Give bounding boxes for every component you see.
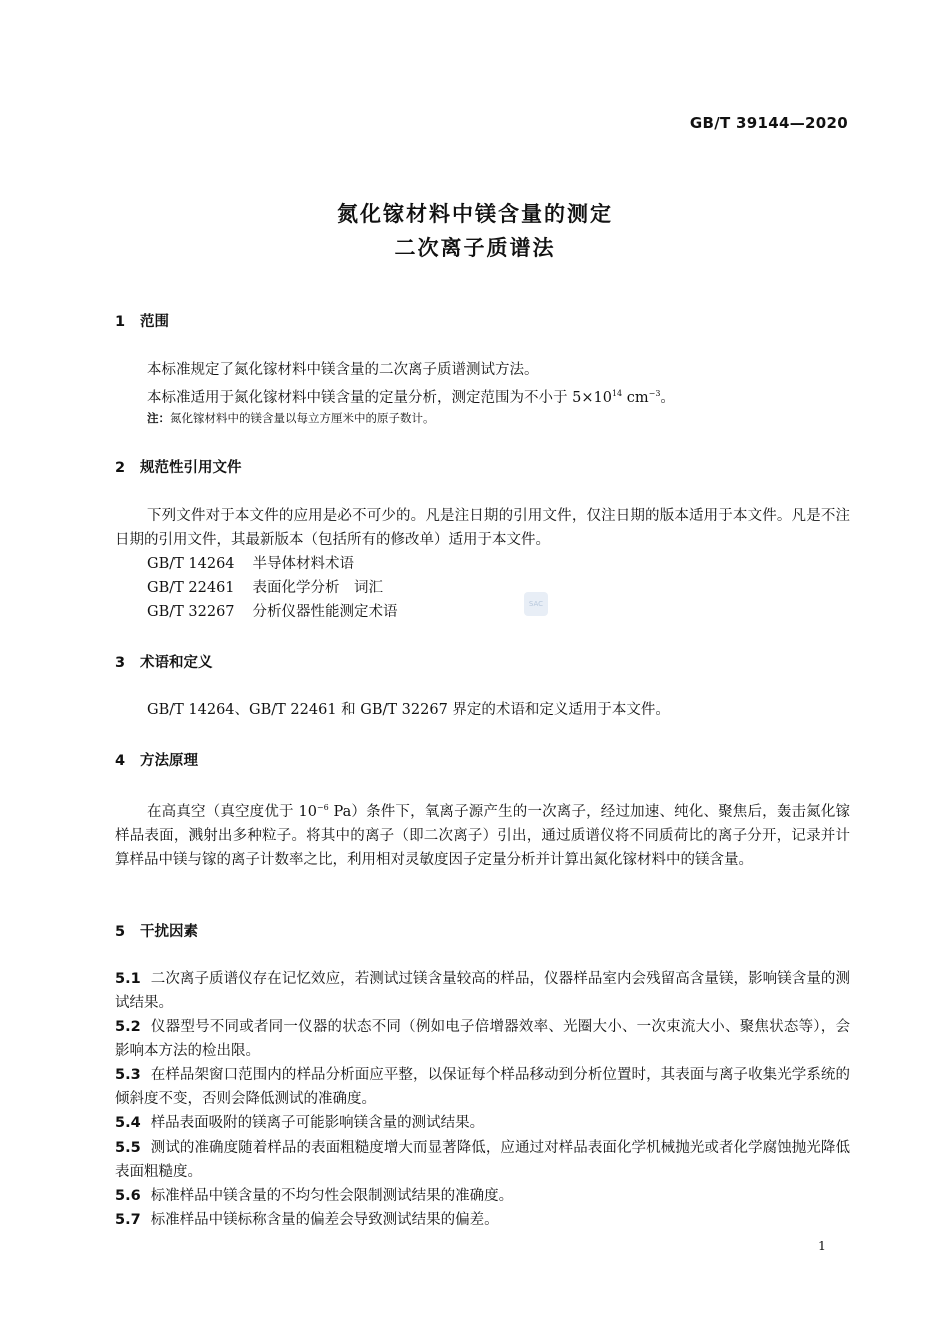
section-title: 范围 bbox=[140, 314, 169, 330]
clause-number: 5.6 bbox=[115, 1188, 141, 1204]
section-4-heading bbox=[115, 749, 198, 770]
scope-note bbox=[147, 410, 435, 426]
clause-text: 在样品架窗口范围内的样品分析面应平整，以保证每个样品移动到分析位置时，其表面与离子收集光学系统的倾斜度不变，否则会降低测试的准确度。 bbox=[115, 1067, 850, 1107]
exponent: 14 bbox=[611, 389, 623, 398]
clause-text: 标准样品中镁含量的不均匀性会限制测试结果的准确度。 bbox=[150, 1188, 514, 1204]
scope-paragraph-2 bbox=[147, 382, 675, 410]
unit-exponent: −3 bbox=[648, 389, 661, 398]
unit: cm bbox=[622, 390, 649, 406]
section-number: 5 bbox=[115, 924, 126, 940]
section-5-heading bbox=[115, 920, 198, 941]
note-text: 氮化镓材料中的镁含量以每立方厘米中的原子数计。 bbox=[170, 411, 435, 425]
watermark-logo-icon: SAC bbox=[524, 592, 548, 616]
reference-name: 分析仪器性能测定术语 bbox=[252, 604, 398, 620]
reference-name: 表面化学分析 词汇 bbox=[252, 580, 384, 596]
reference-code: GB/T 14264 bbox=[147, 556, 235, 572]
scope-text: 本标准适用于氮化镓材料中镁含量的定量分析，测定范围为不小于 5×10 bbox=[147, 390, 612, 406]
reference-item bbox=[147, 600, 398, 624]
document-subtitle: 二次离子质谱法 bbox=[394, 236, 556, 260]
clause-text: 二次离子质谱仪存在记忆效应，若测试过镁含量较高的样品，仪器样品室内会残留高含量镁，影响镁含量的测试结果。 bbox=[115, 971, 850, 1011]
section-1-heading bbox=[115, 310, 169, 331]
reference-code: GB/T 22461 bbox=[147, 580, 235, 596]
clause-number: 5.4 bbox=[115, 1115, 141, 1131]
clause-number: 5.3 bbox=[115, 1067, 141, 1083]
section-number: 4 bbox=[115, 753, 126, 769]
section-number: 2 bbox=[115, 460, 126, 476]
section-title: 干扰因素 bbox=[140, 924, 198, 940]
clause-item bbox=[115, 1208, 850, 1232]
standard-code: GB/T 39144—2020 bbox=[689, 114, 848, 132]
terms-paragraph: GB/T 14264、GB/T 22461 和 GB/T 32267 界定的术语和定义适用于本文件。 bbox=[147, 702, 670, 718]
scope-paragraph-1: 本标准规定了氮化镓材料中镁含量的二次离子质谱测试方法。 bbox=[147, 362, 539, 378]
clause-item bbox=[115, 1015, 850, 1063]
clause-text: 标准样品中镁标称含量的偏差会导致测试结果的偏差。 bbox=[150, 1212, 499, 1228]
note-label: 注： bbox=[147, 411, 170, 425]
section-title: 规范性引用文件 bbox=[140, 460, 242, 476]
period: 。 bbox=[660, 390, 675, 406]
exponent: −6 bbox=[316, 803, 329, 812]
clause-text: 测试的准确度随着样品的表面粗糙度增大而显著降低，应通过对样品表面化学机械抛光或者化学腐蚀抛光降低表面粗糙度。 bbox=[115, 1140, 850, 1180]
normative-references-paragraph: 下列文件对于本文件的应用是必不可少的。凡是注日期的引用文件，仅注日期的版本适用于本文件。凡是不注日期的引用文件，其最新版本（包括所有的修改单）适用于本文件。 bbox=[115, 508, 850, 548]
principle-text-cont: Pa）条件下，氧离子源产生的一次离子，经过加速、纯化、聚焦后，轰击氮化镓样品表面，溅射出多种粒子。将其中的离子（即二次离子）引出，通过质谱仪将不同质荷比的离子分开，记录并计算样品中镁与镓的离子计数率之比，利用相对灵敏度因子定量分析并计算出氮化镓材料中的镁含量。 bbox=[115, 804, 850, 868]
reference-code: GB/T 32267 bbox=[147, 604, 235, 620]
page-number: 1 bbox=[818, 1238, 826, 1253]
clause-number: 5.1 bbox=[115, 971, 141, 987]
clause-item bbox=[115, 1063, 850, 1111]
clause-number: 5.7 bbox=[115, 1212, 141, 1228]
reference-item bbox=[147, 552, 354, 576]
clause-item bbox=[115, 1111, 850, 1135]
reference-name: 半导体材料术语 bbox=[252, 556, 355, 572]
section-number: 3 bbox=[115, 655, 126, 671]
reference-item bbox=[147, 576, 383, 600]
clause-item bbox=[115, 1136, 850, 1184]
section-3-heading bbox=[115, 651, 213, 672]
section-2-heading bbox=[115, 456, 242, 477]
section-title: 方法原理 bbox=[140, 753, 198, 769]
section-title: 术语和定义 bbox=[140, 655, 213, 671]
principle-paragraph bbox=[115, 796, 850, 872]
clause-item bbox=[115, 967, 850, 1015]
clause-text: 样品表面吸附的镁离子可能影响镁含量的测试结果。 bbox=[150, 1115, 485, 1131]
clause-text: 仪器型号不同或者同一仪器的状态不同（例如电子倍增器效率、光圈大小、一次束流大小、聚焦状态等），会影响本方法的检出限。 bbox=[115, 1019, 850, 1059]
section-number: 1 bbox=[115, 314, 126, 330]
clause-item bbox=[115, 1184, 850, 1208]
clause-number: 5.5 bbox=[115, 1140, 141, 1156]
clause-number: 5.2 bbox=[115, 1019, 141, 1035]
principle-text: 在高真空（真空度优于 10 bbox=[147, 804, 317, 820]
document-title: 氮化镓材料中镁含量的测定 bbox=[337, 202, 613, 226]
